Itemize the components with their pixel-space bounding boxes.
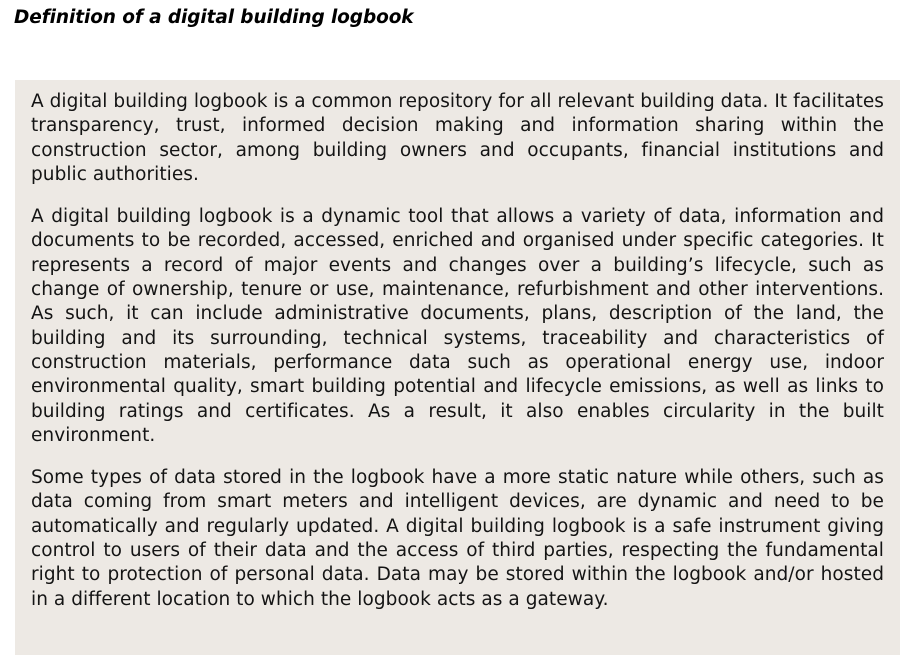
page-title: Definition of a digital building logbook xyxy=(14,7,414,28)
paragraph-repository: A digital building logbook is a common repository for all relevant building data. It facilitates transparency, trust, informed decision making and information sharing within the construction sector, among building owners and occupants, financial institutions and public authorities. xyxy=(31,91,884,185)
paragraph-data-types: Some types of data stored in the logbook have a more static nature while others, such as data coming from smart meters and intelligent devices, are dynamic and need to be automatically and regularly updated. A digital building logbook is a safe instrument giving control to users of their data and the access of third parties, respecting the fundamental right to protection of personal data. Data may be stored within the logbook and/or hosted in a different location to which the logbook acts as a gateway. xyxy=(31,467,884,610)
definition-box xyxy=(15,80,900,655)
paragraph-dynamic-tool: A digital building logbook is a dynamic tool that allows a variety of data, information and documents to be recorded, accessed, enriched and organised under specific categories. It represents a record of major events and changes over a building’s lifecycle, such as change of ownership, tenure or use, maintenance, refurbishment and other interventions. As such, it can include administrative documents, plans, description of the land, the building and its surrounding, technical systems, traceability and characteristics of construction materials, performance data such as operational energy use, indoor environmental quality, smart building potential and lifecycle emissions, as well as links to building ratings and certificates. As a result, it also enables circularity in the built environment. xyxy=(31,206,884,446)
